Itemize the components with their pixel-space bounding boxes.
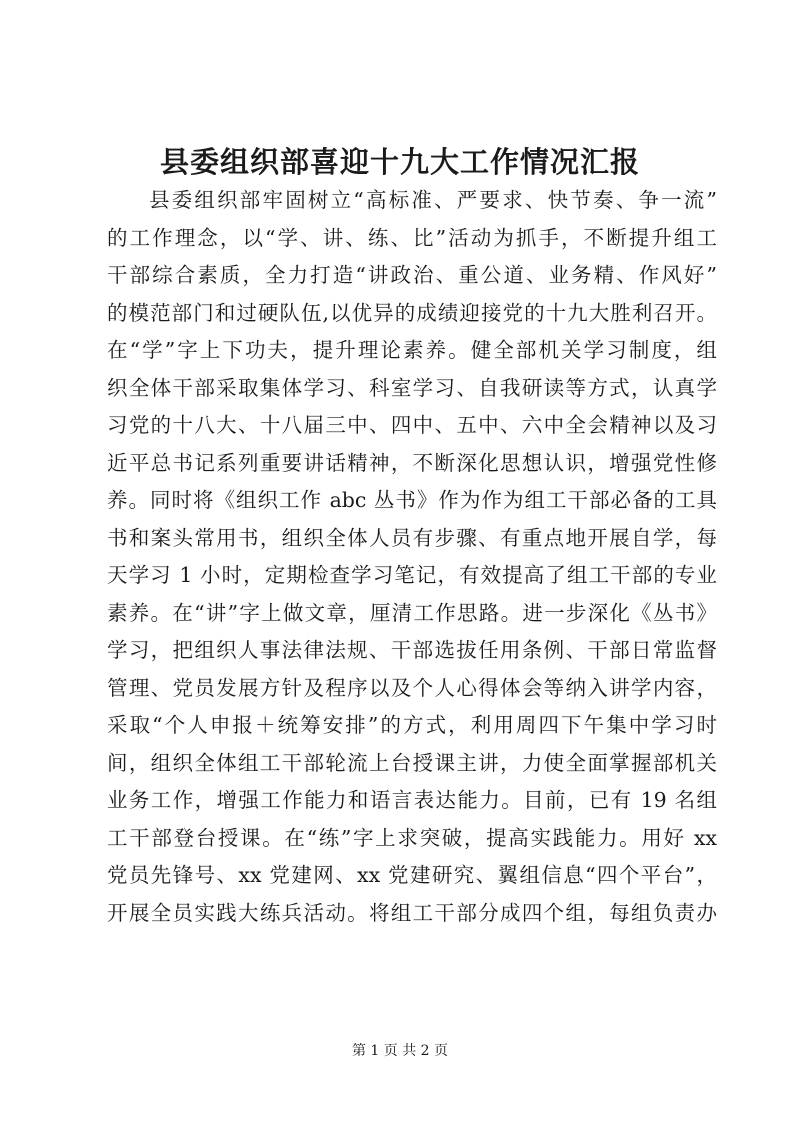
body-line: 织全体干部采取集体学习、科室学习、自我研读等方式，认真学	[107, 375, 717, 400]
body-line: 干部综合素质，全力打造“讲政治、重公道、业务精、作风好”	[107, 263, 717, 287]
body-line: 县委组织部牢固树立“高标准、严要求、快节奏、争一流”	[149, 188, 717, 212]
page-footer: 第 1 页 共 2 页	[351, 1043, 449, 1059]
body-line: 天学习 1 小时，定期检查学习笔记，有效提高了组工干部的专业	[107, 563, 717, 587]
body-line: 采取“个人申报＋统筹安排”的方式，利用周四下午集中学习时	[107, 713, 717, 737]
body-line: 在“学”字上下功夫，提升理论素养。健全部机关学习制度，组	[107, 338, 717, 362]
body-line: 工干部登台授课。在“练”字上求突破，提高实践能力。用好 xx	[107, 825, 717, 850]
body-line: 学习，把组织人事法律法规、干部选拔任用条例、干部日常监督	[107, 638, 717, 662]
body-line: 养。同时将《组织工作 abc 丛书》作为作为组工干部必备的工具	[107, 488, 717, 512]
body-line: 管理、党员发展方针及程序以及个人心得体会等纳入讲学内容，	[107, 675, 717, 700]
document-title: 县委组织部喜迎十九大工作情况汇报	[159, 145, 640, 179]
body-line: 素养。在“讲”字上做文章，厘清工作思路。进一步深化《丛书》	[107, 600, 717, 625]
body-line: 党员先锋号、xx 党建网、xx 党建研究、翼组信息“四个平台”，	[107, 863, 717, 887]
body-line: 书和案头常用书，组织全体人员有步骤、有重点地开展自学，每	[107, 525, 717, 550]
body-line: 习党的十八大、十八届三中、四中、五中、六中全会精神以及习	[107, 413, 717, 437]
body-line: 的工作理念，以“学、讲、练、比”活动为抓手，不断提升组工	[107, 225, 717, 250]
body-line: 的模范部门和过硬队伍,以优异的成绩迎接党的十九大胜利召开。	[107, 300, 717, 325]
body-line: 间，组织全体组工干部轮流上台授课主讲，力使全面掌握部机关	[107, 750, 717, 775]
body-line: 近平总书记系列重要讲话精神，不断深化思想认识，增强党性修	[107, 450, 717, 475]
body-line: 业务工作，增强工作能力和语言表达能力。目前，已有 19 名组	[107, 788, 717, 812]
document-body	[107, 182, 717, 932]
body-line: 开展全员实践大练兵活动。将组工干部分成四个组，每组负责办	[107, 900, 717, 925]
